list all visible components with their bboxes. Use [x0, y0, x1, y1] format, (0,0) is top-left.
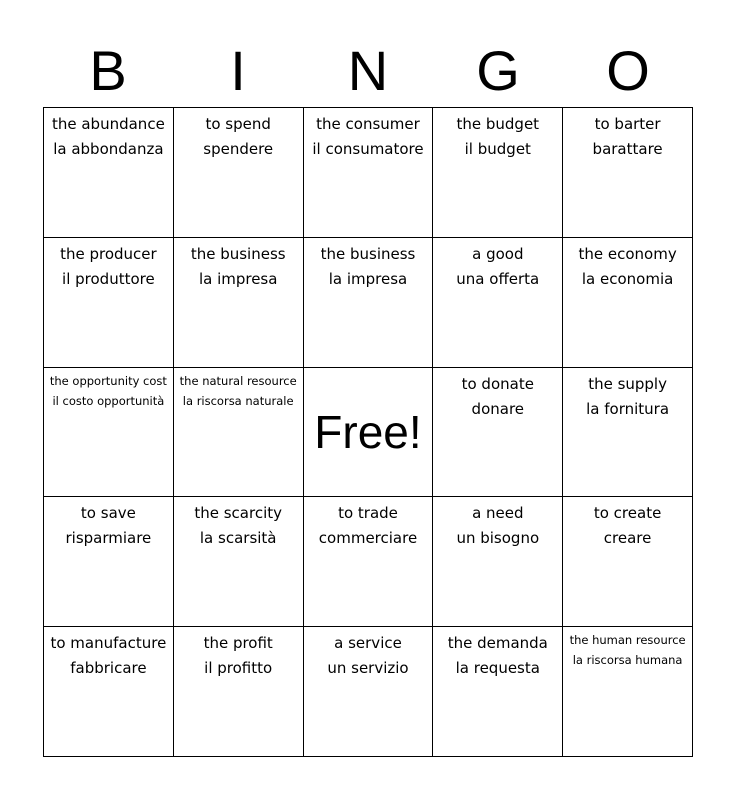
cell-english-term: the economy [578, 244, 677, 263]
cell-english-term: the abundance [51, 115, 165, 133]
free-space-label: Free! [314, 405, 422, 458]
cell-italian-term: il costo opportunità [52, 393, 165, 408]
bingo-cell[interactable] [174, 108, 304, 238]
cell-english-term: to spend [205, 115, 271, 133]
header-letter-o: O [606, 39, 650, 102]
bingo-cell[interactable] [44, 238, 174, 368]
cell-italian-term: il profitto [204, 659, 273, 678]
cell-italian-term: il consumatore [312, 140, 424, 158]
cell-italian-term: commerciare [318, 529, 418, 548]
cell-english-term: to save [80, 504, 136, 523]
cell-english-term: the scarcity [194, 504, 283, 523]
header-letter-b: B [89, 39, 127, 102]
cell-italian-term: un servizio [327, 659, 409, 678]
bingo-cell[interactable] [563, 108, 693, 238]
bingo-cell[interactable] [44, 497, 174, 627]
cell-english-term: the human resource [569, 633, 686, 648]
cell-english-term: the opportunity cost [49, 373, 167, 388]
cell-italian-term: fabbricare [70, 659, 147, 678]
cell-italian-term: spendere [203, 140, 274, 158]
cell-italian-term: risparmiare [65, 529, 152, 548]
cell-english-term: to trade [338, 504, 398, 523]
header-letter-i: I [230, 39, 246, 102]
cell-italian-term: la fornitura [586, 399, 670, 418]
cell-english-term: the natural resource [179, 373, 297, 388]
cell-italian-term: un bisogno [456, 529, 540, 548]
cell-english-term: the business [190, 244, 286, 263]
cell-italian-term: il produttore [62, 269, 155, 288]
cell-english-term: to donate [461, 374, 534, 393]
cell-italian-term: barattare [592, 140, 663, 158]
cell-italian-term: la economia [581, 269, 674, 288]
cell-english-term: the consumer [316, 115, 420, 133]
bingo-cell[interactable] [563, 497, 693, 627]
bingo-cell[interactable] [563, 627, 693, 757]
bingo-cell[interactable] [433, 497, 563, 627]
bingo-cell[interactable] [174, 368, 304, 498]
cell-english-term: to create [593, 504, 662, 523]
cell-italian-term: la requesta [455, 659, 540, 678]
cell-english-term: a service [334, 634, 402, 653]
bingo-cell[interactable] [433, 368, 563, 498]
cell-english-term: to manufacture [50, 634, 167, 653]
cell-italian-term: la abbondanza [53, 140, 164, 158]
cell-english-term: the budget [456, 115, 540, 133]
cell-english-term: a need [472, 504, 524, 523]
cell-english-term: to barter [594, 115, 661, 133]
bingo-header [43, 36, 693, 106]
bingo-cell[interactable] [44, 368, 174, 498]
bingo-cell[interactable] [174, 497, 304, 627]
free-space-cell[interactable] [304, 368, 434, 498]
cell-english-term: the supply [588, 374, 667, 393]
bingo-cell[interactable] [563, 368, 693, 498]
bingo-cell[interactable] [563, 238, 693, 368]
cell-english-term: the profit [203, 634, 273, 653]
cell-italian-term: la riscorsa humana [572, 653, 683, 668]
bingo-cell[interactable] [304, 627, 434, 757]
cell-italian-term: una offerta [456, 269, 540, 288]
cell-italian-term: la scarsità [199, 529, 277, 548]
bingo-cell[interactable] [433, 108, 563, 238]
bingo-cell[interactable] [44, 627, 174, 757]
header-letter-g: G [476, 39, 520, 102]
cell-italian-term: il budget [464, 140, 531, 158]
cell-english-term: a good [472, 244, 524, 263]
cell-english-term: the demanda [447, 634, 548, 653]
cell-italian-term: la impresa [328, 269, 408, 288]
bingo-cell[interactable] [174, 627, 304, 757]
cell-italian-term: la riscorsa naturale [182, 393, 294, 408]
bingo-cell[interactable] [433, 238, 563, 368]
bingo-cell[interactable] [304, 108, 434, 238]
cell-italian-term: creare [603, 529, 652, 548]
cell-italian-term: la impresa [198, 269, 278, 288]
cell-english-term: the producer [60, 244, 157, 263]
bingo-cell[interactable] [433, 627, 563, 757]
bingo-card-grid [43, 107, 693, 757]
cell-english-term: the business [320, 244, 416, 263]
bingo-cell[interactable] [44, 108, 174, 238]
bingo-cell[interactable] [304, 238, 434, 368]
cell-italian-term: donare [471, 399, 525, 418]
bingo-cell[interactable] [174, 238, 304, 368]
bingo-cell[interactable] [304, 497, 434, 627]
header-letter-n: N [347, 39, 389, 102]
